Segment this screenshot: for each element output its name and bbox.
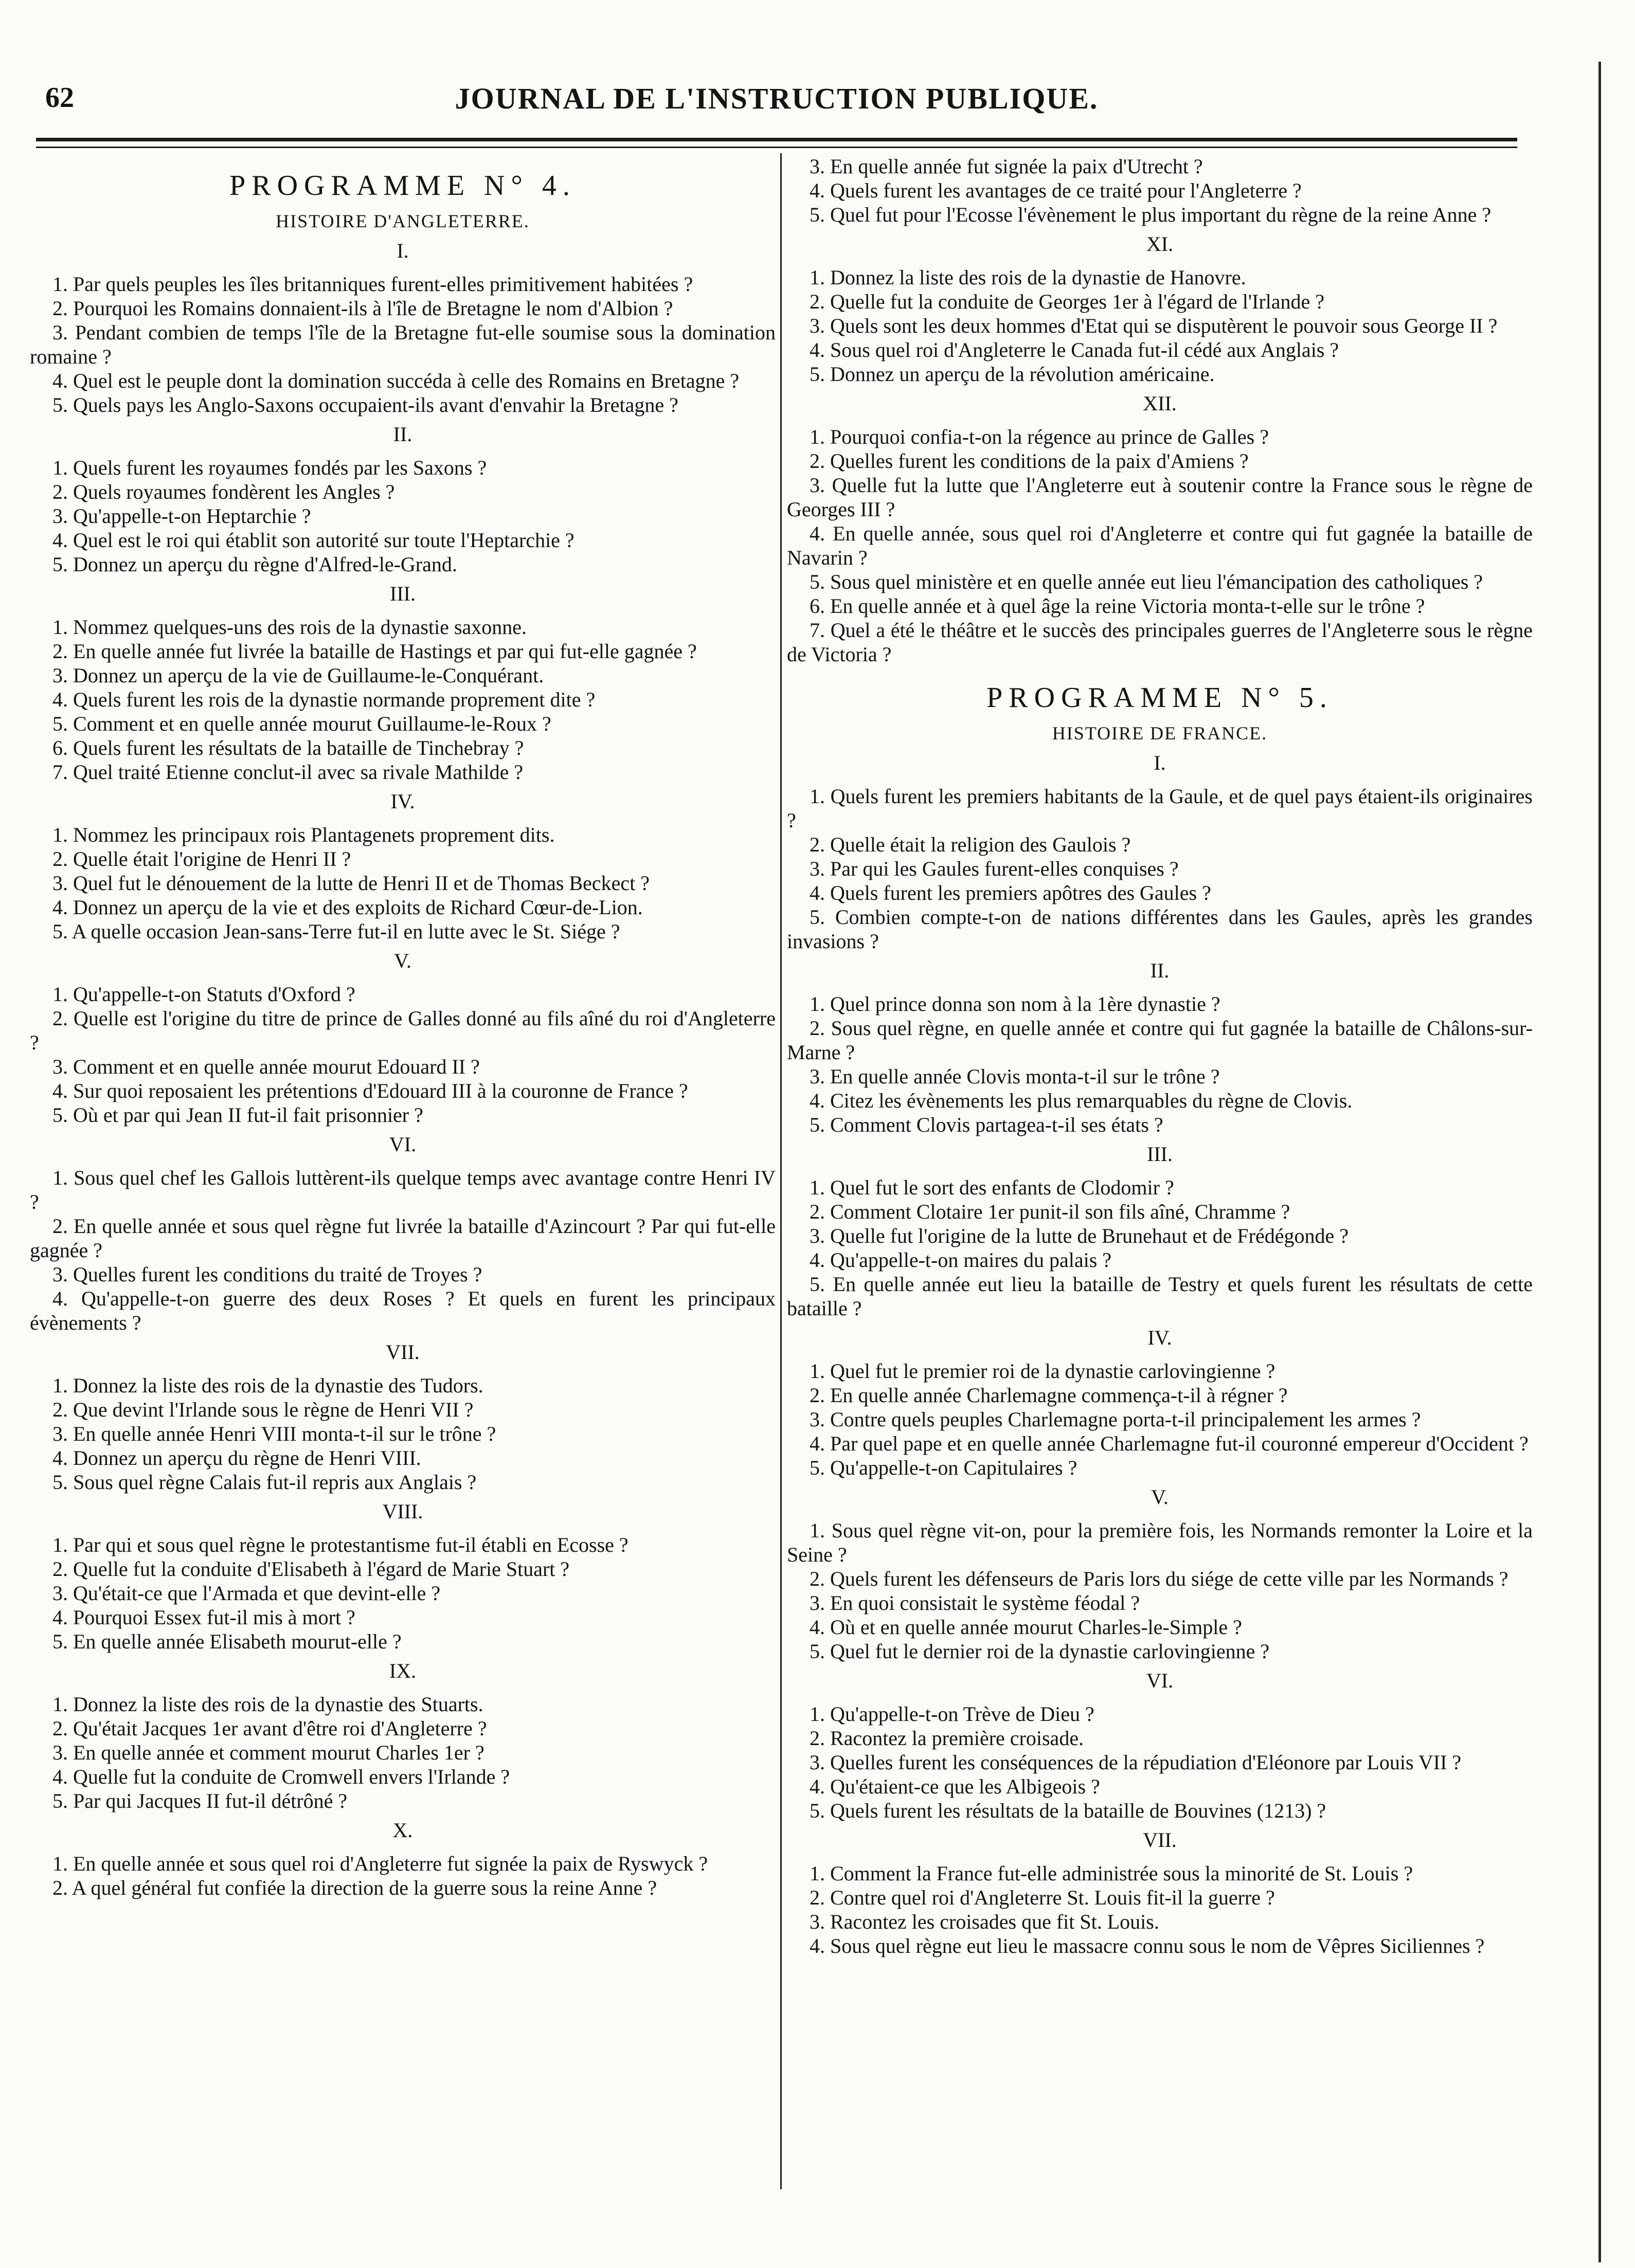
question-item: 3. Quelles furent les conditions du traité de Troyes ? — [52, 1263, 482, 1286]
question-item: 5. Donnez un aperçu de la révolution américaine. — [810, 362, 1215, 386]
question-item: 6. En quelle année et à quel âge la reine Victoria monta-t-elle sur le trône ? — [810, 594, 1425, 618]
question-item: 3. En quelle année fut signée la paix d'Utrecht ? — [810, 155, 1203, 178]
question-item: 1. Quel prince donna son nom à la 1ère dynastie ? — [810, 992, 1220, 1015]
section-numeral: X. — [392, 1819, 413, 1842]
page-number: 62 — [45, 82, 74, 114]
question-item: 6. Quels furent les résultats de la bataille de Tinchebray ? — [52, 736, 524, 759]
question-item: 5. Quels furent les résultats de la bataille de Bouvines (1213) ? — [810, 1799, 1326, 1822]
section-numeral: VI. — [389, 1133, 417, 1156]
question-item: 4. Citez les évènements les plus remarquables du règne de Clovis. — [810, 1089, 1353, 1112]
question-item: 2. Quelle était l'origine de Henri II ? — [52, 847, 351, 870]
question-item: 4. Sous quel règne eut lieu le massacre connu sous le nom de Vêpres Siciliennes ? — [810, 1934, 1485, 1957]
section-numeral: VII. — [1143, 1828, 1177, 1852]
question-item: 3. En quoi consistait le système féodal ? — [810, 1591, 1140, 1614]
question-item: 5. Donnez un aperçu du règne d'Alfred-le-Grand. — [52, 553, 457, 576]
question-item: 2. Que devint l'Irlande sous le règne de Henri VII ? — [52, 1398, 474, 1421]
header-rule-thin — [36, 147, 1517, 148]
question-item: 5. Quel fut le dernier roi de la dynastie carlovingienne ? — [810, 1640, 1270, 1663]
question-item: 3. Qu'appelle-t-on Heptarchie ? — [52, 504, 311, 528]
journal-title: JOURNAL DE L'INSTRUCTION PUBLIQUE. — [455, 82, 1099, 115]
question-item: 3. Donnez un aperçu de la vie de Guillaume-le-Conquérant. — [52, 664, 544, 687]
question-item: 3. Contre quels peuples Charlemagne porta-t-il principalement les armes ? — [810, 1408, 1421, 1431]
page-header — [31, 77, 1522, 134]
question-item: 1. Pourquoi confia-t-on la régence au prince de Galles ? — [810, 425, 1269, 448]
question-item: 4. En quelle année, sous quel roi d'Angleterre et contre qui fut gagnée la bataille de Navarin ? — [787, 522, 1533, 569]
question-item: 5. Comment et en quelle année mourut Guillaume-le-Roux ? — [52, 712, 551, 735]
question-item: 3. Racontez les croisades que fit St. Louis. — [810, 1910, 1159, 1933]
section-numeral: II. — [1150, 959, 1170, 982]
question-item: 1. Par quels peuples les îles britanniques furent-elles primitivement habitées ? — [52, 273, 693, 296]
section-numeral: III. — [390, 582, 416, 605]
question-item: 1. En quelle année et sous quel roi d'Angleterre fut signée la paix de Ryswyck ? — [52, 1852, 708, 1875]
question-item: 4. Quels furent les premiers apôtres des Gaules ? — [810, 881, 1211, 904]
question-item: 3. Quel fut le dénouement de la lutte de Henri II et de Thomas Beckect ? — [52, 872, 650, 895]
question-item: 2. Quelle était la religion des Gaulois ? — [810, 833, 1131, 856]
question-item: 4. Quels furent les rois de la dynastie normande proprement dite ? — [52, 688, 596, 711]
question-item: 5. Sous quel règne Calais fut-il repris aux Anglais ? — [52, 1471, 477, 1494]
question-item: 1. Donnez la liste des rois de la dynastie de Hanovre. — [810, 266, 1246, 289]
question-item: 4. Où et en quelle année mourut Charles-le-Simple ? — [810, 1616, 1242, 1639]
section-numeral: VII. — [386, 1340, 420, 1364]
right-column — [787, 154, 1533, 1958]
question-item: 2. Quelles furent les conditions de la paix d'Amiens ? — [810, 449, 1249, 473]
section-numeral: IV. — [390, 790, 415, 813]
program-title: PROGRAMME N° 4. — [229, 170, 576, 202]
question-item: 2. En quelle année fut livrée la bataille de Hastings et par qui fut-elle gagnée ? — [52, 640, 697, 663]
question-item: 5. Par qui Jacques II fut-il détrôné ? — [52, 1789, 348, 1812]
question-item: 1. Donnez la liste des rois de la dynastie des Tudors. — [52, 1374, 483, 1397]
question-item: 5. Sous quel ministère et en quelle année eut lieu l'émancipation des catholiques ? — [810, 570, 1483, 593]
column-divider — [780, 153, 782, 2189]
question-item: 2. Quelle est l'origine du titre de prince de Galles donné au fils aîné du roi d'Angleterre ? — [30, 1007, 776, 1054]
question-item: 1. Quel fut le premier roi de la dynastie carlovingienne ? — [810, 1359, 1275, 1383]
question-item: 3. Quelles furent les conséquences de la répudiation d'Eléonore par Louis VII ? — [810, 1751, 1462, 1774]
question-item: 5. Comment Clovis partagea-t-il ses états ? — [810, 1113, 1163, 1136]
question-item: 5. Quels pays les Anglo-Saxons occupaient-ils avant d'envahir la Bretagne ? — [52, 393, 678, 416]
section-numeral: IX. — [389, 1659, 417, 1682]
question-item: 4. Donnez un aperçu du règne de Henri VIII. — [52, 1446, 421, 1469]
question-item: 2. Quels royaumes fondèrent les Angles ? — [52, 480, 395, 503]
question-item: 3. Quelle fut l'origine de la lutte de Brunehaut et de Frédégonde ? — [810, 1224, 1349, 1247]
question-item: 2. Quelle fut la conduite de Georges 1er à l'égard de l'Irlande ? — [810, 290, 1325, 313]
question-item: 1. Donnez la liste des rois de la dynastie des Stuarts. — [52, 1693, 483, 1716]
question-item: 4. Qu'appelle-t-on maires du palais ? — [810, 1248, 1112, 1272]
question-item: 4. Donnez un aperçu de la vie et des exploits de Richard Cœur-de-Lion. — [52, 896, 643, 919]
question-item: 5. Quel fut pour l'Ecosse l'évènement le plus important du règne de la reine Anne ? — [810, 203, 1492, 226]
question-item: 3. Quelle fut la lutte que l'Angleterre eut à soutenir contre la France sous le règne de Georges III ? — [787, 474, 1533, 521]
program-title: PROGRAMME N° 5. — [986, 682, 1333, 714]
question-item: 5. Qu'appelle-t-on Capitulaires ? — [810, 1456, 1077, 1479]
question-item: 1. Quels furent les royaumes fondés par les Saxons ? — [52, 456, 487, 479]
left-column — [30, 154, 776, 1900]
question-item: 4. Sous quel roi d'Angleterre le Canada fut-il cédé aux Anglais ? — [810, 338, 1339, 361]
question-item: 3. Qu'était-ce que l'Armada et que devint-elle ? — [52, 1582, 441, 1605]
question-item: 5. Combien compte-t-on de nations différentes dans les Gaules, après les grandes invasions ? — [787, 905, 1533, 953]
question-item: 2. A quel général fut confiée la direction de la guerre sous la reine Anne ? — [52, 1876, 657, 1899]
question-item: 2. Pourquoi les Romains donnaient-ils à l'île de Bretagne le nom d'Albion ? — [52, 297, 673, 320]
question-item: 4. Qu'appelle-t-on guerre des deux Roses ? Et quels en furent les principaux évènements ? — [30, 1287, 776, 1334]
page-edge-line — [1598, 62, 1601, 2262]
question-item: 5. A quelle occasion Jean-sans-Terre fut-il en lutte avec le St. Siége ? — [52, 920, 620, 943]
question-item: 1. Comment la France fut-elle administrée sous la minorité de St. Louis ? — [810, 1862, 1413, 1885]
question-item: 1. Nommez quelques-uns des rois de la dynastie saxonne. — [52, 615, 527, 639]
question-item: 1. Quels furent les premiers habitants de la Gaule, et de quel pays étaient-ils originaires ? — [787, 785, 1533, 832]
question-item: 3. Pendant combien de temps l'île de la Bretagne fut-elle soumise sous la domination romaine ? — [30, 321, 776, 368]
question-item: 5. En quelle année eut lieu la bataille de Testry et quels furent les résultats de cette bataille ? — [787, 1273, 1533, 1320]
question-item: 3. En quelle année Henri VIII monta-t-il sur le trône ? — [52, 1422, 496, 1445]
question-item: 4. Sur quoi reposaient les prétentions d'Edouard III à la couronne de France ? — [52, 1079, 688, 1102]
question-item: 4. Par quel pape et en quelle année Charlemagne fut-il couronné empereur d'Occident ? — [810, 1432, 1529, 1455]
question-item: 3. Comment et en quelle année mourut Edouard II ? — [52, 1055, 480, 1078]
question-item: 3. En quelle année Clovis monta-t-il sur le trône ? — [810, 1065, 1220, 1088]
question-item: 7. Quel a été le théâtre et le succès des principales guerres de l'Angleterre sous le règne de Victoria ? — [787, 619, 1533, 666]
question-item: 2. Quelle fut la conduite d'Elisabeth à l'égard de Marie Stuart ? — [52, 1557, 570, 1581]
section-numeral: XI. — [1146, 232, 1174, 256]
section-numeral: VIII. — [382, 1500, 423, 1523]
question-item: 2. Quels furent les défenseurs de Paris lors du siége de cette ville par les Normands ? — [810, 1567, 1508, 1590]
section-numeral: VI. — [1146, 1669, 1174, 1692]
question-item: 4. Pourquoi Essex fut-il mis à mort ? — [52, 1606, 355, 1629]
section-numeral: V. — [394, 949, 411, 972]
question-item: 2. En quelle année Charlemagne commença-t-il à régner ? — [810, 1384, 1288, 1407]
question-item: 4. Quel est le peuple dont la domination succéda à celle des Romains en Bretagne ? — [52, 369, 740, 392]
section-numeral: I. — [397, 239, 409, 262]
section-numeral: I. — [1154, 751, 1166, 774]
question-item: 4. Quel est le roi qui établit son autorité sur toute l'Heptarchie ? — [52, 529, 574, 552]
question-item: 1. Quel fut le sort des enfants de Clodomir ? — [810, 1176, 1174, 1199]
question-item: 5. Où et par qui Jean II fut-il fait prisonnier ? — [52, 1103, 423, 1127]
question-item: 3. Quels sont les deux hommes d'Etat qui se disputèrent le pouvoir sous George II ? — [810, 314, 1498, 337]
question-item: 2. Racontez la première croisade. — [810, 1727, 1084, 1750]
section-numeral: II. — [393, 423, 412, 446]
question-item: 1. Qu'appelle-t-on Statuts d'Oxford ? — [52, 983, 355, 1006]
header-rule — [36, 138, 1517, 141]
question-item: 1. Par qui et sous quel règne le protestantisme fut-il établi en Ecosse ? — [52, 1533, 628, 1556]
question-item: 7. Quel traité Etienne conclut-il avec sa rivale Mathilde ? — [52, 760, 524, 784]
program-subtitle: HISTOIRE DE FRANCE. — [1052, 723, 1268, 743]
question-item: 2. Contre quel roi d'Angleterre St. Louis fit-il la guerre ? — [810, 1886, 1275, 1909]
question-item: 1. Sous quel chef les Gallois luttèrent-ils quelque temps avec avantage contre Henri IV ? — [30, 1166, 776, 1213]
question-item: 3. Par qui les Gaules furent-elles conquises ? — [810, 857, 1179, 880]
program-subtitle: HISTOIRE D'ANGLETERRE. — [276, 211, 530, 231]
section-numeral: III. — [1147, 1142, 1173, 1166]
section-numeral: XII. — [1143, 392, 1177, 415]
question-item: 2. Qu'était Jacques 1er avant d'être roi d'Angleterre ? — [52, 1717, 487, 1740]
section-numeral: V. — [1151, 1485, 1169, 1509]
question-item: 2. Comment Clotaire 1er punit-il son fils aîné, Chramme ? — [810, 1200, 1290, 1223]
question-item: 1. Nommez les principaux rois Plantagenets proprement dits. — [52, 823, 555, 846]
section-numeral: IV. — [1147, 1326, 1172, 1349]
question-item: 1. Sous quel règne vit-on, pour la première fois, les Normands remonter la Loire et la Seine ? — [787, 1519, 1533, 1566]
question-item: 5. En quelle année Elisabeth mourut-elle ? — [52, 1630, 402, 1653]
question-item: 2. Sous quel règne, en quelle année et contre qui fut gagnée la bataille de Châlons-sur-Marne ? — [787, 1017, 1533, 1064]
question-item: 3. En quelle année et comment mourut Charles 1er ? — [52, 1741, 484, 1764]
question-item: 2. En quelle année et sous quel règne fut livrée la bataille d'Azincourt ? Par qui fut-elle gagnée ? — [30, 1214, 776, 1262]
question-item: 4. Qu'étaient-ce que les Albigeois ? — [810, 1775, 1100, 1798]
question-item: 4. Quels furent les avantages de ce traité pour l'Angleterre ? — [810, 179, 1302, 202]
question-item: 1. Qu'appelle-t-on Trève de Dieu ? — [810, 1702, 1094, 1726]
question-item: 4. Quelle fut la conduite de Cromwell envers l'Irlande ? — [52, 1765, 510, 1788]
